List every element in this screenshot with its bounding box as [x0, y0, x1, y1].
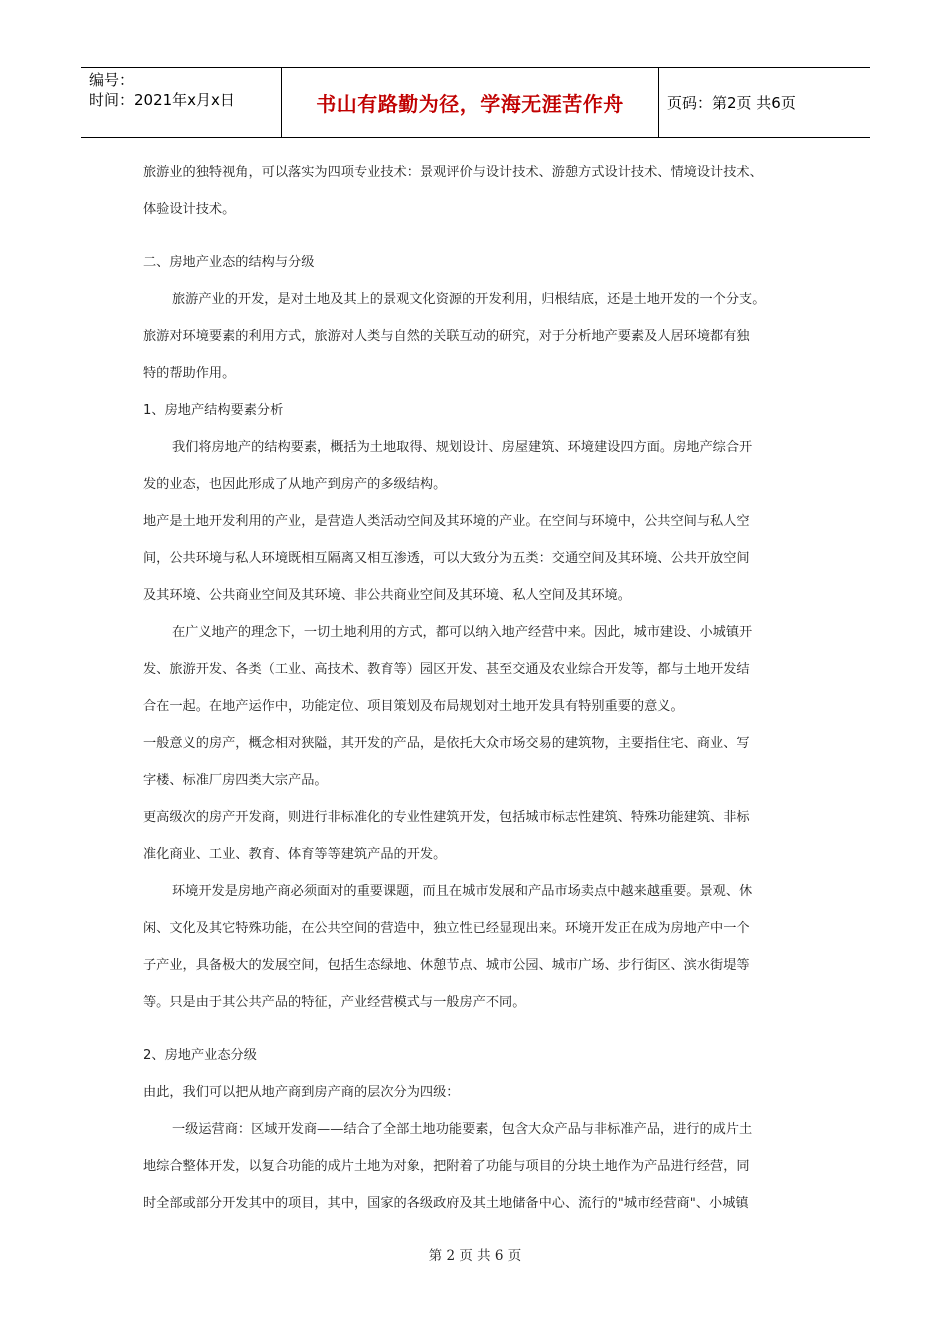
body-line: 由此，我们可以把从地产商到房产商的层次分为四级：: [143, 1085, 460, 1100]
body-line: 时全部或部分开发其中的项目，其中，国家的各级政府及其土地储备中心、流行的"城市经营商"、小城镇: [143, 1196, 749, 1211]
page-footer: 第 2 页 共 6 页: [428, 1248, 522, 1264]
body-line: 发、旅游开发、各类（工业、高技术、教育等）园区开发、甚至交通及农业综合开发等，都与土地开发结: [143, 662, 750, 677]
body-line: 旅游对环境要素的利用方式，旅游对人类与自然的关联互动的研究，对于分析地产要素及人居环境都有独: [143, 329, 750, 344]
body-line: 一般意义的房产，概念相对狭隘，其开发的产品，是依托大众市场交易的建筑物，主要指住宅、商业、写: [143, 736, 750, 751]
document-header: [81, 67, 870, 138]
subsection-heading: 1、房地产结构要素分析: [143, 403, 284, 418]
body-line: 地产是土地开发利用的产业，是营造人类活动空间及其环境的产业。在空间与环境中，公共空间与私人空: [143, 514, 750, 529]
body-line: 子产业，具备极大的发展空间，包括生态绿地、休憩节点、城市公园、城市广场、步行街区、滨水街堤等: [143, 958, 750, 973]
body-line: 闲、文化及其它特殊功能，在公共空间的营造中，独立性已经显现出来。环境开发正在成为房地产中一个: [143, 921, 750, 936]
body-line: 等。只是由于其公共产品的特征，产业经营模式与一般房产不同。: [143, 995, 526, 1010]
body-line: 及其环境、公共商业空间及其环境、非公共商业空间及其环境、私人空间及其环境。: [143, 588, 631, 603]
body-line: 体验设计技术。: [143, 202, 236, 217]
subsection-heading: 2、房地产业态分级: [143, 1048, 257, 1063]
date-label: 时间：2021年x月x日: [89, 91, 235, 109]
body-line: 地综合整体开发，以复合功能的成片土地为对象，把附着了功能与项目的分块土地作为产品进行经营，同: [143, 1159, 750, 1174]
body-line: 特的帮助作用。: [143, 366, 236, 381]
header-motto: 书山有路勤为径，学海无涯苦作舟: [282, 68, 659, 137]
body-line: 我们将房地产的结构要素，概括为土地取得、规划设计、房屋建筑、环境建设四方面。房地产综合开: [172, 440, 753, 455]
body-line: 在广义地产的理念下，一切土地利用的方式，都可以纳入地产经营中来。因此，城市建设、小城镇开: [172, 625, 753, 640]
body-line: 准化商业、工业、教育、体育等等建筑产品的开发。: [143, 847, 447, 862]
body-line: 发的业态，也因此形成了从地产到房产的多级结构。: [143, 477, 447, 492]
header-page-info: 页码：第2页 共6页: [667, 94, 796, 112]
header-meta: [81, 68, 282, 137]
body-line: 更高级次的房产开发商，则进行非标准化的专业性建筑开发，包括城市标志性建筑、特殊功能建筑、非标: [143, 810, 750, 825]
body-line: 旅游产业的开发，是对土地及其上的景观文化资源的开发利用，归根结底，还是土地开发的一个分支。: [172, 292, 766, 307]
serial-label: 编号：: [89, 71, 135, 89]
body-line: 环境开发是房地产商必须面对的重要课题，而且在城市发展和产品市场卖点中越来越重要。景观、休: [172, 884, 753, 899]
body-line: 间，公共环境与私人环境既相互隔离又相互渗透，可以大致分为五类：交通空间及其环境、公共开放空间: [143, 551, 750, 566]
document-body: [143, 154, 813, 1222]
body-line: 旅游业的独特视角，可以落实为四项专业技术：景观评价与设计技术、游憩方式设计技术、情境设计技术、: [143, 165, 763, 180]
body-line: 字楼、标准厂房四类大宗产品。: [143, 773, 328, 788]
body-line: 一级运营商：区域开发商——结合了全部土地功能要素，包含大众产品与非标准产品，进行的成片土: [172, 1122, 753, 1137]
section-heading: 二、房地产业态的结构与分级: [143, 255, 315, 270]
body-line: 合在一起。在地产运作中，功能定位、项目策划及布局规划对土地开发具有特别重要的意义。: [143, 699, 684, 714]
